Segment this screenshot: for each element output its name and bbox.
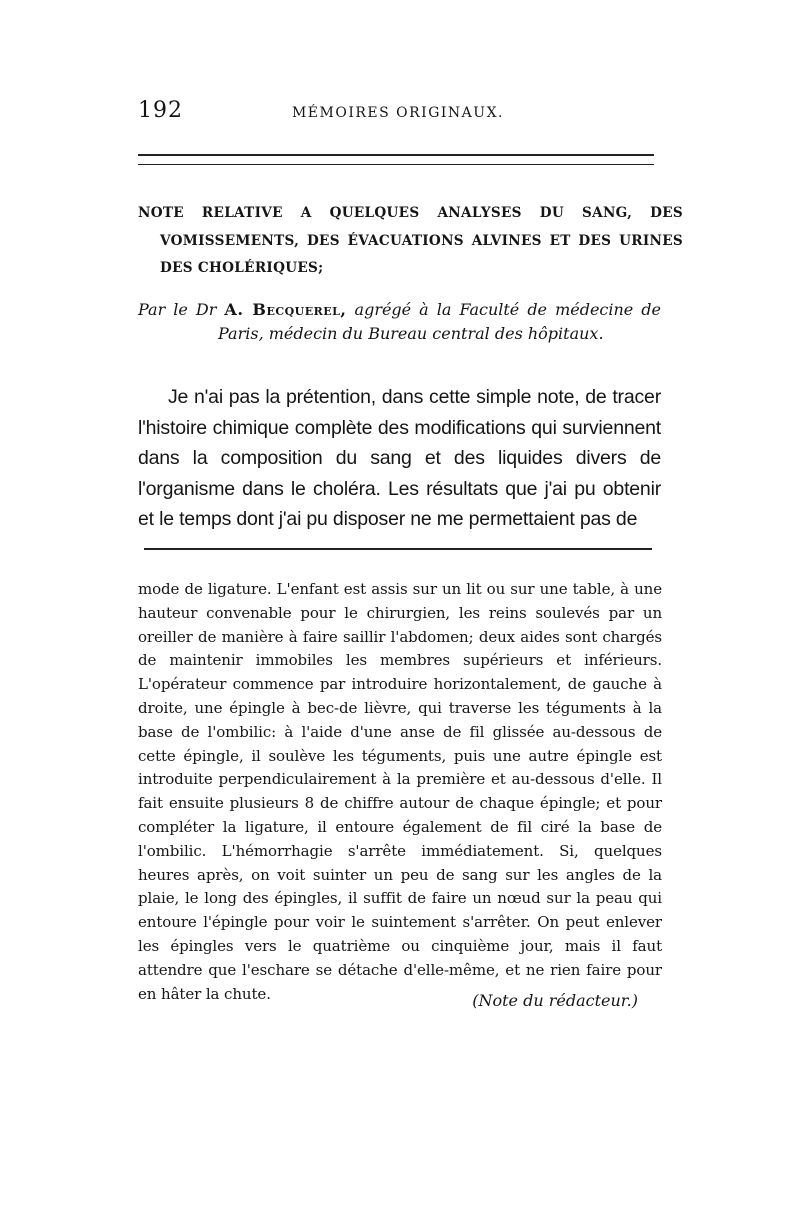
author-name: A. Becquerel,: [224, 300, 347, 319]
article-title: NOTE RELATIVE A QUELQUES ANALYSES DU SANG, DES VOMISSEMENTS, DES ÉVACUATIONS ALVINES ET DES URINES DES CHOLÉRIQUES;: [138, 205, 683, 276]
byline-prefix: Par le Dr: [138, 300, 217, 319]
header-double-rule: [138, 154, 654, 165]
running-title: MÉMOIRES ORIGINAUX.: [291, 105, 505, 121]
author-affiliation: agrégé à la Faculté de médecine de Paris, médecin du Bureau central des hôpitaux.: [218, 300, 662, 343]
page-number: 192: [138, 98, 183, 123]
footnote-text: mode de ligature. L'enfant est assis sur un lit ou sur une table, à une hauteur convenable pour le chirurgien, les reins soulevés par un oreiller de manière à faire saillir l'abdomen; deux aides sont chargés de maintenir immobiles les membres supérieurs et inférieurs. L'opérateur commence par introduire horizontalement, de gauche à droite, une épingle à bec-de lièvre, qui traverse les téguments à la base de l'ombilic: à l'aide d'une anse de fil glissée au-dessous de cette épingle, il soulève les téguments, puis une autre épingle est introduite perpendiculairement à la première et au-dessous d'elle. Il fait ensuite plusieurs 8 de chiffre autour de chaque épingle; et pour compléter la ligature, il entoure également de fil ciré la base de l'ombilic. L'hémorrhagie s'arrête immédiatement. Si, quelques heures après, on voit suinter un peu de sang sur les angles de la plaie, le long des épingles, il suffit de faire un nœud sur la peau qui entoure l'épingle pour voir le suintement s'arrêter. On peut enlever les épingles vers le quatrième ou cinquième jour, mais il faut attendre que l'eschare se détache d'elle-même, et ne rien faire pour en hâter la chute.: [138, 580, 662, 1003]
page-header: [138, 98, 658, 128]
article-byline: [138, 298, 661, 346]
editor-note: (Note du rédacteur.): [472, 991, 638, 1010]
article-body-paragraph: Je n'ai pas la prétention, dans cette simple note, de tracer l'histoire chimique complète des modifications qui surviennent dans la composition du sang et des liquides divers de l'organisme dans le choléra. Les résultats que j'ai pu obtenir et le temps dont j'ai pu disposer ne me permettaient pas de: [138, 386, 661, 530]
footnote-separator-rule: [144, 548, 652, 550]
